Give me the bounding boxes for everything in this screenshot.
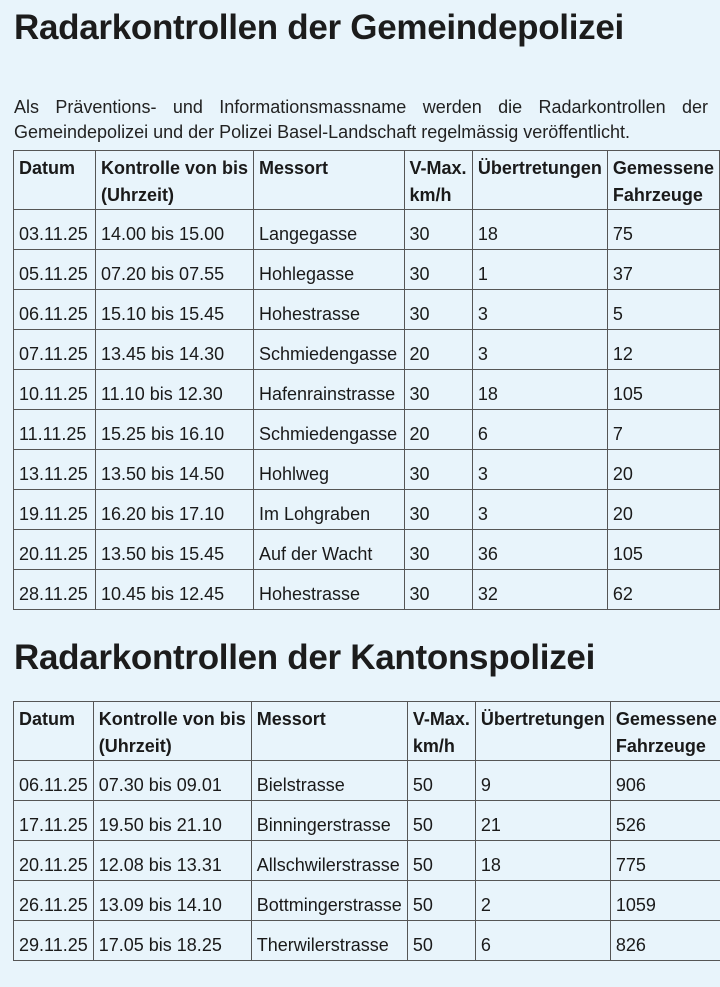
cell-messort: Schmiedengasse	[254, 330, 405, 370]
cell-uebertretungen: 21	[475, 801, 610, 841]
cell-vmax: 30	[404, 570, 472, 610]
header-vmax: V-Max. km/h	[404, 151, 472, 210]
cell-uebertretungen: 6	[475, 921, 610, 961]
cell-vmax: 50	[407, 881, 475, 921]
cell-uebertretungen: 3	[472, 330, 607, 370]
cell-datum: 05.11.25	[14, 250, 96, 290]
cell-fahrzeuge: 1059	[610, 881, 720, 921]
header-datum: Datum	[14, 151, 96, 210]
cell-datum: 07.11.25	[14, 330, 96, 370]
cell-messort: Bottmingerstrasse	[251, 881, 407, 921]
cell-fahrzeuge: 5	[607, 290, 719, 330]
cell-vmax: 50	[407, 761, 475, 801]
cell-zeit: 19.50 bis 21.10	[93, 801, 251, 841]
intro-text: Als Präventions- und Informationsmassname werden die Radarkontrollen der Gemeindepolizei und der Polizei Basel-Landschaft regelmässig veröffentlicht.	[14, 97, 708, 142]
gemeindepolizei-title: Radarkontrollen der Gemeindepolizei	[14, 8, 624, 47]
cell-zeit: 11.10 bis 12.30	[96, 370, 254, 410]
cell-messort: Binningerstrasse	[251, 801, 407, 841]
cell-uebertretungen: 18	[475, 841, 610, 881]
cell-datum: 06.11.25	[14, 761, 94, 801]
cell-messort: Hohestrasse	[254, 570, 405, 610]
cell-vmax: 30	[404, 530, 472, 570]
cell-fahrzeuge: 906	[610, 761, 720, 801]
cell-zeit: 13.50 bis 15.45	[96, 530, 254, 570]
table-row	[14, 570, 720, 610]
kantonspolizei-title: Radarkontrollen der Kantonspolizei	[14, 638, 595, 677]
cell-uebertretungen: 6	[472, 410, 607, 450]
header-datum: Datum	[14, 702, 94, 761]
cell-datum: 06.11.25	[14, 290, 96, 330]
cell-datum: 11.11.25	[14, 410, 96, 450]
cell-vmax: 30	[404, 450, 472, 490]
cell-uebertretungen: 18	[472, 370, 607, 410]
table-row	[14, 841, 720, 881]
cell-zeit: 13.09 bis 14.10	[93, 881, 251, 921]
cell-uebertretungen: 9	[475, 761, 610, 801]
cell-messort: Auf der Wacht	[254, 530, 405, 570]
header-messort: Messort	[254, 151, 405, 210]
cell-messort: Allschwilerstrasse	[251, 841, 407, 881]
cell-vmax: 30	[404, 290, 472, 330]
cell-zeit: 17.05 bis 18.25	[93, 921, 251, 961]
cell-fahrzeuge: 75	[607, 210, 719, 250]
cell-datum: 13.11.25	[14, 450, 96, 490]
cell-uebertretungen: 1	[472, 250, 607, 290]
header-vmax: V-Max. km/h	[407, 702, 475, 761]
cell-zeit: 10.45 bis 12.45	[96, 570, 254, 610]
cell-datum: 29.11.25	[14, 921, 94, 961]
cell-vmax: 50	[407, 801, 475, 841]
cell-fahrzeuge: 526	[610, 801, 720, 841]
cell-fahrzeuge: 62	[607, 570, 719, 610]
cell-vmax: 20	[404, 330, 472, 370]
header-zeit: Kontrolle von bis (Uhrzeit)	[93, 702, 251, 761]
header-messort: Messort	[251, 702, 407, 761]
cell-datum: 20.11.25	[14, 841, 94, 881]
cell-uebertretungen: 3	[472, 290, 607, 330]
cell-fahrzeuge: 20	[607, 490, 719, 530]
cell-zeit: 16.20 bis 17.10	[96, 490, 254, 530]
cell-fahrzeuge: 12	[607, 330, 719, 370]
cell-zeit: 13.50 bis 14.50	[96, 450, 254, 490]
cell-datum: 03.11.25	[14, 210, 96, 250]
gemeindepolizei-table	[13, 150, 720, 610]
table-header-row	[14, 151, 720, 210]
cell-vmax: 30	[404, 370, 472, 410]
cell-vmax: 50	[407, 921, 475, 961]
table-row	[14, 801, 720, 841]
cell-datum: 17.11.25	[14, 801, 94, 841]
cell-uebertretungen: 3	[472, 490, 607, 530]
cell-zeit: 12.08 bis 13.31	[93, 841, 251, 881]
table-row	[14, 530, 720, 570]
cell-zeit: 13.45 bis 14.30	[96, 330, 254, 370]
cell-zeit: 07.20 bis 07.55	[96, 250, 254, 290]
table-row	[14, 410, 720, 450]
kantonspolizei-table	[13, 701, 720, 961]
cell-messort: Langegasse	[254, 210, 405, 250]
cell-datum: 19.11.25	[14, 490, 96, 530]
cell-messort: Im Lohgraben	[254, 490, 405, 530]
cell-uebertretungen: 18	[472, 210, 607, 250]
cell-vmax: 30	[404, 250, 472, 290]
table-row	[14, 881, 720, 921]
cell-zeit: 15.10 bis 15.45	[96, 290, 254, 330]
table-row	[14, 290, 720, 330]
header-uebertretungen: Übertretungen	[475, 702, 610, 761]
cell-vmax: 30	[404, 210, 472, 250]
table-header-row	[14, 702, 720, 761]
table-row	[14, 921, 720, 961]
table-row	[14, 330, 720, 370]
cell-messort: Bielstrasse	[251, 761, 407, 801]
table-row	[14, 370, 720, 410]
cell-messort: Hafenrainstrasse	[254, 370, 405, 410]
table-row	[14, 761, 720, 801]
cell-messort: Therwilerstrasse	[251, 921, 407, 961]
cell-fahrzeuge: 37	[607, 250, 719, 290]
cell-fahrzeuge: 7	[607, 410, 719, 450]
cell-messort: Hohlegasse	[254, 250, 405, 290]
cell-fahrzeuge: 20	[607, 450, 719, 490]
cell-fahrzeuge: 826	[610, 921, 720, 961]
cell-uebertretungen: 2	[475, 881, 610, 921]
cell-fahrzeuge: 105	[607, 530, 719, 570]
cell-messort: Schmiedengasse	[254, 410, 405, 450]
table-row	[14, 250, 720, 290]
cell-uebertretungen: 36	[472, 530, 607, 570]
cell-zeit: 15.25 bis 16.10	[96, 410, 254, 450]
header-uebertretungen: Übertretungen	[472, 151, 607, 210]
cell-vmax: 50	[407, 841, 475, 881]
cell-uebertretungen: 32	[472, 570, 607, 610]
cell-fahrzeuge: 775	[610, 841, 720, 881]
table-row	[14, 450, 720, 490]
cell-datum: 20.11.25	[14, 530, 96, 570]
cell-datum: 26.11.25	[14, 881, 94, 921]
cell-messort: Hohlweg	[254, 450, 405, 490]
table-row	[14, 210, 720, 250]
cell-zeit: 14.00 bis 15.00	[96, 210, 254, 250]
header-zeit: Kontrolle von bis (Uhrzeit)	[96, 151, 254, 210]
header-fahrzeuge: Gemessene Fahrzeuge	[607, 151, 719, 210]
cell-vmax: 20	[404, 410, 472, 450]
header-fahrzeuge: Gemessene Fahrzeuge	[610, 702, 720, 761]
cell-zeit: 07.30 bis 09.01	[93, 761, 251, 801]
cell-uebertretungen: 3	[472, 450, 607, 490]
cell-vmax: 30	[404, 490, 472, 530]
cell-messort: Hohestrasse	[254, 290, 405, 330]
cell-datum: 10.11.25	[14, 370, 96, 410]
cell-datum: 28.11.25	[14, 570, 96, 610]
cell-fahrzeuge: 105	[607, 370, 719, 410]
table-row	[14, 490, 720, 530]
